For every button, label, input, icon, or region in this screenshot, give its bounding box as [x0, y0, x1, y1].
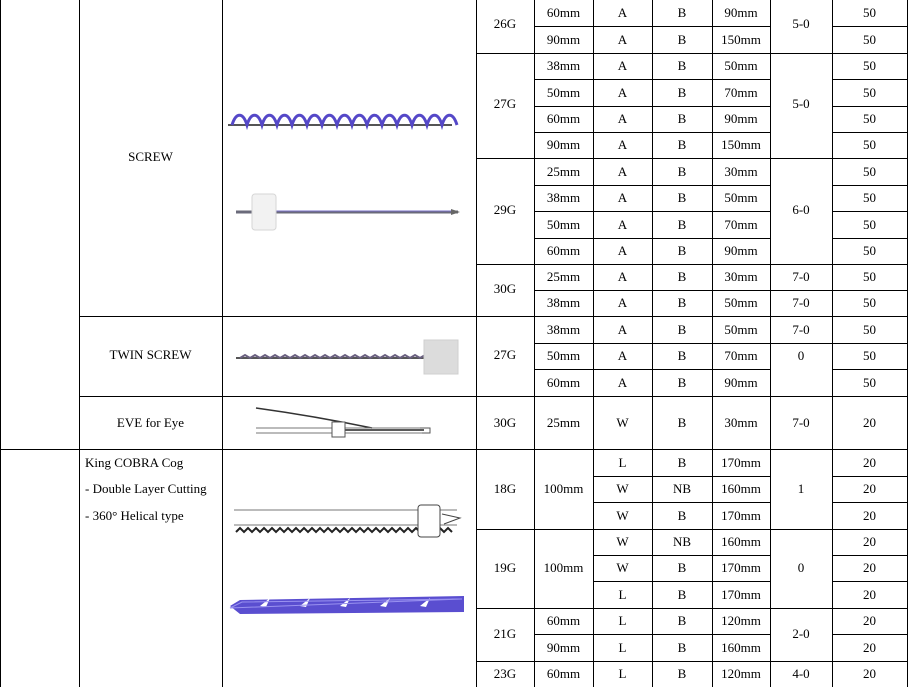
cell-nl: 120mm	[721, 613, 761, 628]
suture-19g: 0	[797, 560, 805, 575]
grid-line	[534, 79, 771, 80]
cell-len: 25mm	[546, 164, 581, 179]
cell-q: 50	[863, 111, 876, 126]
grid-line	[593, 502, 771, 503]
cell-q: 20	[863, 613, 876, 628]
cell-s: 7-0	[792, 322, 810, 337]
cell-nl: 30mm	[724, 164, 758, 179]
gauge-29g: 29G	[493, 202, 517, 217]
cell-s: 4-0	[792, 666, 810, 681]
cell-a: A	[617, 58, 628, 73]
product-king-cobra: King COBRA Cog	[85, 455, 184, 470]
cell-a: A	[617, 137, 628, 152]
cell-a: W	[616, 415, 629, 430]
cell-b: B	[677, 322, 687, 337]
cell-b: NB	[672, 534, 692, 549]
cell-a: W	[616, 560, 629, 575]
cell-b: B	[677, 137, 687, 152]
cell-q: 50	[863, 85, 876, 100]
cell-s: 0	[797, 348, 805, 363]
grid-line	[770, 290, 833, 291]
cell-q: 50	[863, 137, 876, 152]
cell-nl: 170mm	[721, 560, 761, 575]
cell-len: 50mm	[546, 348, 581, 363]
grid-line	[832, 343, 908, 344]
cell-a: L	[618, 455, 627, 470]
cell-b: B	[677, 85, 687, 100]
eve-needle-image	[254, 404, 434, 438]
cell-nl: 70mm	[724, 217, 758, 232]
screw-thread-image	[228, 110, 454, 138]
cell-b: B	[677, 613, 687, 628]
cell-b: B	[677, 243, 687, 258]
cell-len: 60mm	[546, 613, 581, 628]
cell-q: 50	[863, 243, 876, 258]
cell-q: 50	[863, 217, 876, 232]
cell-b: B	[677, 190, 687, 205]
grid-line	[476, 0, 477, 687]
grid-line	[476, 608, 908, 609]
cell-q: 50	[863, 348, 876, 363]
cell-q: 20	[863, 640, 876, 655]
cell-a: W	[616, 481, 629, 496]
cell-len: 25mm	[546, 415, 581, 430]
cell-nl: 50mm	[724, 322, 758, 337]
cell-nl: 50mm	[724, 295, 758, 310]
grid-line	[534, 290, 771, 291]
cell-b: B	[677, 508, 687, 523]
suture-26g: 5-0	[792, 16, 810, 31]
twin-screw-image	[236, 338, 462, 374]
cell-nl: 90mm	[724, 5, 758, 20]
grid-line	[222, 0, 223, 687]
cell-q: 20	[863, 587, 876, 602]
cell-a: A	[617, 243, 628, 258]
grid-line	[534, 634, 771, 635]
grid-line	[593, 581, 771, 582]
grid-line	[534, 343, 771, 344]
cell-b: B	[677, 348, 687, 363]
cell-nl: 30mm	[724, 269, 758, 284]
cell-q: 50	[863, 322, 876, 337]
cell-len: 60mm	[546, 375, 581, 390]
cobra-thread-image	[230, 594, 466, 620]
grid-line	[832, 238, 908, 239]
grid-line	[534, 185, 771, 186]
suture-18g: 1	[797, 481, 805, 496]
suture-29g: 6-0	[792, 202, 810, 217]
grid-line	[534, 26, 771, 27]
gauge-30g-eve: 30G	[493, 415, 517, 430]
cell-len: 38mm	[546, 190, 581, 205]
cell-s: 7-0	[792, 269, 810, 284]
suture-27g: 5-0	[792, 96, 810, 111]
cell-q: 50	[863, 295, 876, 310]
cell-len: 38mm	[546, 295, 581, 310]
cell-len: 90mm	[546, 137, 581, 152]
cell-nl: 70mm	[724, 348, 758, 363]
grid-line	[832, 132, 908, 133]
grid-line	[476, 53, 908, 54]
cell-nl: 170mm	[721, 587, 761, 602]
cell-q: 20	[863, 415, 876, 430]
gauge-21g: 21G	[493, 626, 517, 641]
cell-b: B	[677, 560, 687, 575]
cobra-needle-image	[232, 502, 464, 542]
grid-line	[832, 555, 908, 556]
grid-line	[79, 396, 908, 397]
grid-line	[534, 211, 771, 212]
cell-a: L	[618, 640, 627, 655]
gauge-cell: 23G	[493, 666, 517, 681]
cell-len: 90mm	[546, 32, 581, 47]
grid-line	[79, 316, 908, 317]
cell-len: 38mm	[546, 58, 581, 73]
product-eve: EVE for Eye	[116, 415, 185, 430]
cell-q: 50	[863, 5, 876, 20]
gauge-19g: 19G	[493, 560, 517, 575]
cell-a: L	[618, 666, 627, 681]
grid-line	[832, 502, 908, 503]
cell-nl: 90mm	[724, 243, 758, 258]
cell-a: A	[617, 111, 628, 126]
grid-line	[534, 369, 771, 370]
cell-nl: 30mm	[724, 415, 758, 430]
cell-b: B	[677, 111, 687, 126]
cell-nl: 50mm	[724, 190, 758, 205]
cell-a: W	[616, 534, 629, 549]
grid-line	[476, 529, 908, 530]
gauge-18g: 18G	[493, 481, 517, 496]
cell-q: 50	[863, 375, 876, 390]
cell-q: 20	[863, 666, 876, 681]
grid-line	[534, 238, 771, 239]
cell-len: 38mm	[546, 322, 581, 337]
grid-line	[832, 290, 908, 291]
cell-nl: 70mm	[724, 85, 758, 100]
cell-q: 50	[863, 58, 876, 73]
screw-needle-image	[236, 192, 462, 232]
cell-nl: 120mm	[721, 666, 761, 681]
cell-a: W	[616, 508, 629, 523]
cell-b: B	[677, 217, 687, 232]
cell-a: A	[617, 32, 628, 47]
cell-len: 90mm	[546, 640, 581, 655]
cell-b: B	[677, 164, 687, 179]
grid-line	[593, 476, 771, 477]
cell-b: B	[677, 415, 687, 430]
grid-line	[832, 369, 908, 370]
cell-nl: 160mm	[721, 481, 761, 496]
grid-line	[832, 26, 908, 27]
cell-q: 20	[863, 481, 876, 496]
cell-b: B	[677, 269, 687, 284]
cell-len: 60mm	[546, 243, 581, 258]
product-twin-screw: TWIN SCREW	[109, 347, 192, 362]
product-cobra-feature-2: - 360° Helical type	[85, 508, 184, 523]
grid-line	[476, 264, 908, 265]
cell-nl: 160mm	[721, 534, 761, 549]
cell-nl: 50mm	[724, 58, 758, 73]
grid-line	[0, 0, 1, 687]
cell-b: B	[677, 375, 687, 390]
gauge-27g-twin: 27G	[493, 347, 517, 362]
grid-line	[832, 634, 908, 635]
cell-nl: 90mm	[724, 111, 758, 126]
cell-len: 50mm	[546, 217, 581, 232]
cell-nl: 170mm	[721, 455, 761, 470]
cell-a: A	[617, 217, 628, 232]
grid-line	[770, 343, 833, 344]
cell-b: B	[677, 58, 687, 73]
grid-line	[832, 476, 908, 477]
cell-nl: 160mm	[721, 640, 761, 655]
cell-a: A	[617, 295, 628, 310]
cell-nl: 90mm	[724, 375, 758, 390]
grid-line	[534, 106, 771, 107]
gauge-30g: 30G	[493, 281, 517, 296]
product-cobra-feature-1: - Double Layer Cutting	[85, 481, 207, 496]
cell-b: B	[677, 455, 687, 470]
cell-a: L	[618, 613, 627, 628]
cell-q: 50	[863, 269, 876, 284]
grid-line	[534, 132, 771, 133]
cell-a: A	[617, 190, 628, 205]
cell-q: 20	[863, 560, 876, 575]
cell-q: 50	[863, 164, 876, 179]
grid-line	[832, 79, 908, 80]
grid-line	[476, 158, 908, 159]
cell-len: 50mm	[546, 85, 581, 100]
gauge-27g: 27G	[493, 96, 517, 111]
cell-q: 50	[863, 190, 876, 205]
grid-line	[832, 106, 908, 107]
cell-len: 60mm	[546, 666, 581, 681]
cell-a: A	[617, 375, 628, 390]
grid-line	[593, 555, 771, 556]
grid-line	[832, 581, 908, 582]
cell-b: B	[677, 32, 687, 47]
cell-a: A	[617, 164, 628, 179]
cell-q: 20	[863, 455, 876, 470]
cell-q: 50	[863, 32, 876, 47]
cell-len: 25mm	[546, 269, 581, 284]
cell-a: L	[618, 587, 627, 602]
gauge-cell: 26G	[493, 16, 517, 31]
cell-nl: 150mm	[721, 32, 761, 47]
cell-b: B	[677, 5, 687, 20]
suture-21g: 2-0	[792, 626, 810, 641]
cell-s: 7-0	[792, 415, 810, 430]
grid-line	[832, 211, 908, 212]
cell-a: A	[617, 322, 628, 337]
length-19g: 100mm	[543, 560, 584, 575]
cell-a: A	[617, 85, 628, 100]
cell-len: 60mm	[546, 111, 581, 126]
grid-line	[0, 449, 908, 450]
cell-b: NB	[672, 481, 692, 496]
grid-line	[476, 661, 908, 662]
grid-line	[79, 0, 80, 687]
cell-a: A	[617, 269, 628, 284]
cell-b: B	[677, 666, 687, 681]
cell-nl: 150mm	[721, 137, 761, 152]
cell-s: 7-0	[792, 295, 810, 310]
cell-b: B	[677, 295, 687, 310]
product-screw: SCREW	[128, 149, 173, 164]
grid-line	[832, 185, 908, 186]
length-18g: 100mm	[543, 481, 584, 496]
cell-len: 60mm	[546, 5, 581, 20]
cell-nl: 170mm	[721, 508, 761, 523]
cell-a: A	[617, 348, 628, 363]
cell-q: 20	[863, 508, 876, 523]
cell-b: B	[677, 587, 687, 602]
cell-a: A	[617, 5, 628, 20]
cell-b: B	[677, 640, 687, 655]
cell-q: 20	[863, 534, 876, 549]
